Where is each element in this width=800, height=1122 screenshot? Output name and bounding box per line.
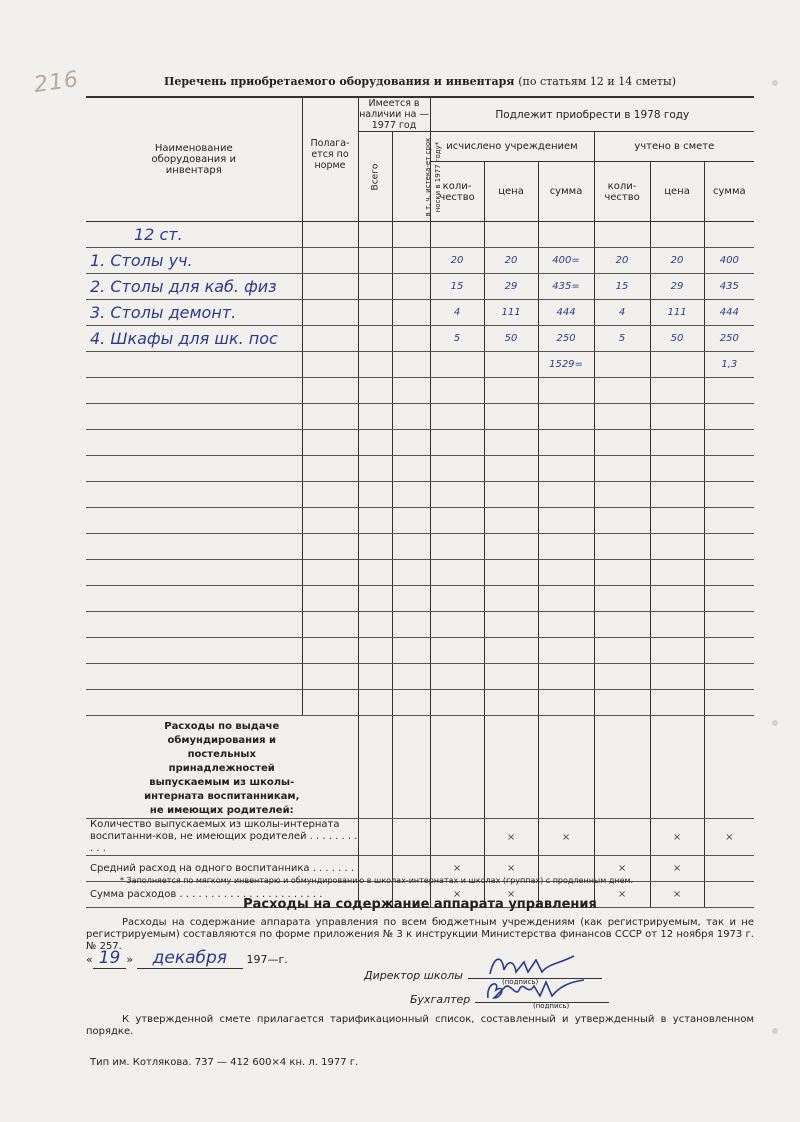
item-name: 1. Столы уч. [86, 248, 302, 274]
item-name [86, 586, 302, 612]
cell-calc-sum [538, 612, 594, 638]
x-mark: × [430, 856, 484, 882]
item-name: 2. Столы для каб. физ [86, 274, 302, 300]
cell-calc-price [484, 482, 538, 508]
cell-est-sum [704, 612, 754, 638]
item-name: 4. Шкафы для шк. пос [86, 326, 302, 352]
empty-cell [392, 248, 430, 274]
empty-cell [358, 586, 392, 612]
empty-cell [392, 326, 430, 352]
x-mark: × [484, 819, 538, 856]
cell-est-price [650, 508, 704, 534]
table-title [90, 75, 750, 88]
empty-cell [392, 274, 430, 300]
cell-est-price [650, 664, 704, 690]
empty-cell [302, 300, 358, 326]
item-name [86, 638, 302, 664]
empty-cell [302, 274, 358, 300]
x-mark: × [650, 856, 704, 882]
item-name: 12 ст. [86, 222, 302, 248]
cell-calc-qty: 20 [430, 248, 484, 274]
item-name [86, 560, 302, 586]
empty-cell [358, 508, 392, 534]
director-label: Директор школы [364, 969, 463, 982]
cell-calc-qty [430, 690, 484, 716]
empty-cell [358, 690, 392, 716]
cell-calc-qty [430, 586, 484, 612]
equipment-table [86, 96, 754, 908]
empty-cell [392, 612, 430, 638]
empty-cell [392, 352, 430, 378]
empty-cell [358, 560, 392, 586]
cell-est-qty [594, 352, 650, 378]
table-row [86, 586, 754, 612]
empty-cell [358, 274, 392, 300]
cell-est-sum [704, 378, 754, 404]
empty-cell [392, 456, 430, 482]
printer-imprint: Тип им. Котлякова. 737 — 412 600×4 кн. л. 1977 г. [90, 1057, 359, 1068]
table-row [86, 690, 754, 716]
cell-est-price: 29 [650, 274, 704, 300]
cell-est-qty [594, 482, 650, 508]
item-name [86, 664, 302, 690]
director-signature-hint: (подпись) [502, 978, 539, 986]
empty-cell [358, 378, 392, 404]
uniform-sum-label: Сумма расходов . . . . . . . . . . . . . . . . . . . . . . . [86, 882, 358, 908]
accountant-signature [480, 972, 590, 1006]
cell-calc-qty [430, 482, 484, 508]
cell-calc-price [484, 560, 538, 586]
empty-cell [392, 430, 430, 456]
cell-calc-price [484, 404, 538, 430]
empty-cell [302, 586, 358, 612]
date-month: декабря [137, 948, 243, 969]
cell-est-qty [594, 404, 650, 430]
cell-calc-sum: 435= [538, 274, 594, 300]
cell-est-qty [594, 690, 650, 716]
cell-est-sum [704, 222, 754, 248]
table-row [86, 508, 754, 534]
empty-cell [302, 612, 358, 638]
x-mark: × [430, 882, 484, 908]
cell-calc-qty [430, 222, 484, 248]
empty-cell [302, 456, 358, 482]
cell-calc-price [484, 222, 538, 248]
empty-cell [392, 378, 430, 404]
cell-est-sum [704, 560, 754, 586]
header-calc-price: цена [484, 162, 538, 222]
empty-cell [302, 638, 358, 664]
empty-cell [358, 638, 392, 664]
cell-est-qty [594, 638, 650, 664]
cell-est-price [650, 612, 704, 638]
empty-cell [302, 482, 358, 508]
title-note: (по статьям 12 и 14 сметы) [518, 75, 677, 88]
punch-hole [772, 720, 778, 726]
table-row [86, 612, 754, 638]
cell-est-sum: 250 [704, 326, 754, 352]
cell-calc-sum: 250 [538, 326, 594, 352]
empty-cell [302, 352, 358, 378]
item-name [86, 534, 302, 560]
item-name: 3. Столы демонт. [86, 300, 302, 326]
cell-calc-price [484, 430, 538, 456]
empty-cell [392, 222, 430, 248]
header-total-text: Всего [370, 163, 380, 191]
empty-cell [392, 560, 430, 586]
empty-cell [358, 352, 392, 378]
cell-est-qty [594, 430, 650, 456]
cell-est-price [650, 560, 704, 586]
cell-calc-price [484, 690, 538, 716]
empty-cell [302, 326, 358, 352]
header-calc-qty: коли-чество [430, 162, 484, 222]
uniform-heading: Расходы по выдаче обмундирования и постельных принадлежностей выпускаемым из школы-интерната воспитанникам, не имеющих родителей: [86, 716, 358, 819]
header-calculated: исчислено учреждением [430, 132, 594, 162]
cell-est-price [650, 222, 704, 248]
header-in-estimate: учтено в смете [594, 132, 754, 162]
punch-hole [772, 1028, 778, 1034]
cell-est-sum [704, 638, 754, 664]
header-norm: Полага-ется по норме [302, 97, 358, 222]
cell-est-price [650, 378, 704, 404]
cell-calc-sum [538, 222, 594, 248]
cell-est-qty [594, 664, 650, 690]
cell-calc-sum [538, 482, 594, 508]
table-row [86, 430, 754, 456]
empty-cell [392, 664, 430, 690]
cell-calc-price [484, 638, 538, 664]
empty-cell [392, 482, 430, 508]
table-row [86, 274, 754, 300]
cell-est-qty [594, 534, 650, 560]
table-row [86, 664, 754, 690]
table-row [86, 638, 754, 664]
header-calc-sum: сумма [538, 162, 594, 222]
empty-cell [358, 664, 392, 690]
cell-calc-qty [430, 508, 484, 534]
cell-calc-price [484, 378, 538, 404]
cell-calc-sum [538, 586, 594, 612]
cell-est-qty [594, 560, 650, 586]
x-mark: × [538, 819, 594, 856]
date-line: « 19 » декабря 197—г. [86, 948, 288, 968]
empty-cell [358, 456, 392, 482]
cell-est-sum: 435 [704, 274, 754, 300]
cell-calc-sum [538, 560, 594, 586]
empty-cell [302, 430, 358, 456]
header-est-qty: коли-чество [594, 162, 650, 222]
header-est-sum: сумма [704, 162, 754, 222]
cell-est-sum [704, 534, 754, 560]
cell-calc-sum [538, 456, 594, 482]
punch-hole [772, 80, 778, 86]
empty-cell [392, 508, 430, 534]
item-name [86, 430, 302, 456]
cell-est-price [650, 586, 704, 612]
header-purchase: Подлежит приобрести в 1978 году [430, 97, 754, 132]
cell-calc-price [484, 534, 538, 560]
accountant-signature-hint: (подпись) [533, 1002, 570, 1010]
item-name [86, 378, 302, 404]
x-mark: × [704, 819, 754, 856]
cell-calc-qty [430, 612, 484, 638]
empty-cell [392, 300, 430, 326]
cell-calc-qty [430, 638, 484, 664]
empty-cell [302, 508, 358, 534]
item-name [86, 404, 302, 430]
cell-est-price [650, 352, 704, 378]
cell-est-price [650, 482, 704, 508]
empty-cell [392, 586, 430, 612]
empty-cell [358, 482, 392, 508]
empty-cell [302, 664, 358, 690]
date-day: 19 [93, 948, 127, 969]
empty-cell [358, 326, 392, 352]
cell-calc-price [484, 612, 538, 638]
empty-cell [302, 404, 358, 430]
cell-est-price: 20 [650, 248, 704, 274]
cell-calc-qty [430, 430, 484, 456]
cell-est-sum [704, 664, 754, 690]
empty-cell [302, 560, 358, 586]
uniform-count-label: Количество выпускаемых из школы-интерната воспитанни-ков, не имеющих родителей . . . . . . . . . . . [86, 819, 358, 856]
cell-est-price [650, 404, 704, 430]
x-mark: × [650, 882, 704, 908]
cell-est-sum [704, 690, 754, 716]
title-bold: Перечень приобретаемого оборудования и инвентаря [163, 75, 515, 88]
empty-cell [358, 430, 392, 456]
cell-calc-sum: 400= [538, 248, 594, 274]
table-row [86, 482, 754, 508]
header-expiring-text: в т. ч. истека-ет срок носки в 1977 году* [423, 137, 442, 216]
header-expiring [392, 132, 442, 222]
cell-est-qty [594, 612, 650, 638]
empty-cell [302, 690, 358, 716]
cell-est-price: 111 [650, 300, 704, 326]
cell-calc-qty [430, 664, 484, 690]
section-text: Расходы на содержание аппарата управления по всем бюджетным учреждениям (как регистрируемым, так и не регистрируемым) составляются по форме приложения № 3 к инструкции Министерства финансов СССР от 12 ноября 1973 г. № 257. [86, 917, 754, 952]
empty-cell [392, 638, 430, 664]
cell-calc-price [484, 352, 538, 378]
cell-calc-sum: 444 [538, 300, 594, 326]
cell-calc-price: 20 [484, 248, 538, 274]
cell-calc-price: 111 [484, 300, 538, 326]
empty-cell [392, 534, 430, 560]
header-name: Наименование оборудования и инвентаря [86, 97, 302, 222]
empty-cell [392, 404, 430, 430]
section-title: Расходы на содержание аппарата управления [243, 897, 597, 912]
corner-page-number: 216 [32, 66, 81, 99]
item-name [86, 352, 302, 378]
cell-est-qty: 20 [594, 248, 650, 274]
cell-calc-qty [430, 378, 484, 404]
table-row [86, 326, 754, 352]
cell-est-qty [594, 378, 650, 404]
item-name [86, 482, 302, 508]
table-row [86, 378, 754, 404]
cell-est-qty [594, 508, 650, 534]
cell-est-sum: 400 [704, 248, 754, 274]
cell-est-price: 50 [650, 326, 704, 352]
cell-est-price [650, 638, 704, 664]
empty-cell [358, 534, 392, 560]
cell-est-qty [594, 222, 650, 248]
cell-est-price [650, 456, 704, 482]
cell-calc-price: 29 [484, 274, 538, 300]
cell-calc-qty: 5 [430, 326, 484, 352]
x-mark: × [594, 856, 650, 882]
cell-est-sum [704, 430, 754, 456]
cell-est-sum [704, 482, 754, 508]
cell-est-sum [704, 586, 754, 612]
uniform-avg-label: Средний расход на одного воспитанника . . . . . . . [86, 856, 358, 882]
cell-est-sum: 444 [704, 300, 754, 326]
cell-calc-price [484, 586, 538, 612]
cell-est-price [650, 534, 704, 560]
x-mark: × [594, 882, 650, 908]
cell-est-sum: 1,3 [704, 352, 754, 378]
cell-calc-sum [538, 404, 594, 430]
empty-cell [358, 300, 392, 326]
cell-calc-sum [538, 664, 594, 690]
empty-cell [302, 378, 358, 404]
item-name [86, 612, 302, 638]
table-row [86, 300, 754, 326]
x-mark: × [484, 856, 538, 882]
item-name [86, 690, 302, 716]
cell-est-qty [594, 456, 650, 482]
empty-cell [358, 248, 392, 274]
cell-est-price [650, 430, 704, 456]
cell-calc-qty: 4 [430, 300, 484, 326]
accountant-label: Бухгалтер [410, 993, 471, 1006]
empty-cell [358, 404, 392, 430]
cell-calc-sum [538, 430, 594, 456]
cell-est-sum [704, 456, 754, 482]
item-name [86, 508, 302, 534]
table-row [86, 248, 754, 274]
cell-calc-sum [538, 508, 594, 534]
cell-est-qty [594, 586, 650, 612]
cell-est-price [650, 690, 704, 716]
table-row [86, 560, 754, 586]
cell-calc-qty [430, 404, 484, 430]
cell-calc-price [484, 508, 538, 534]
cell-calc-sum [538, 638, 594, 664]
header-total [358, 132, 392, 222]
cell-calc-qty [430, 560, 484, 586]
cell-est-qty: 15 [594, 274, 650, 300]
cell-est-qty: 4 [594, 300, 650, 326]
cell-calc-sum [538, 690, 594, 716]
cell-est-qty: 5 [594, 326, 650, 352]
cell-calc-price: 50 [484, 326, 538, 352]
attachment-text: К утвержденной смете прилагается тарификационный список, составленный и утвержденный в установленном порядке. [86, 1014, 754, 1037]
empty-cell [358, 222, 392, 248]
cell-calc-qty [430, 352, 484, 378]
cell-calc-qty: 15 [430, 274, 484, 300]
cell-est-sum [704, 508, 754, 534]
table-row [86, 352, 754, 378]
empty-cell [358, 612, 392, 638]
cell-calc-qty [430, 534, 484, 560]
table-row [86, 456, 754, 482]
cell-calc-price [484, 664, 538, 690]
cell-calc-sum [538, 378, 594, 404]
empty-cell [392, 690, 430, 716]
x-mark: × [650, 819, 704, 856]
empty-cell [302, 248, 358, 274]
footnote: * Заполняется по мягкому инвентарю и обмундированию в школах-интернатах и школах (группах) с продленным днем. [120, 876, 634, 885]
cell-calc-qty [430, 456, 484, 482]
header-est-price: цена [650, 162, 704, 222]
cell-calc-sum [538, 534, 594, 560]
table-row [86, 404, 754, 430]
x-mark: × [484, 882, 538, 908]
header-available: Имеется в наличии на — 1977 год [359, 98, 429, 131]
empty-cell [302, 222, 358, 248]
empty-cell [302, 534, 358, 560]
cell-est-sum [704, 404, 754, 430]
table-row [86, 222, 754, 248]
table-row [86, 534, 754, 560]
data-rows [86, 222, 754, 716]
date-year: 197—г. [246, 953, 288, 966]
cell-calc-price [484, 456, 538, 482]
cell-calc-sum: 1529= [538, 352, 594, 378]
item-name [86, 456, 302, 482]
